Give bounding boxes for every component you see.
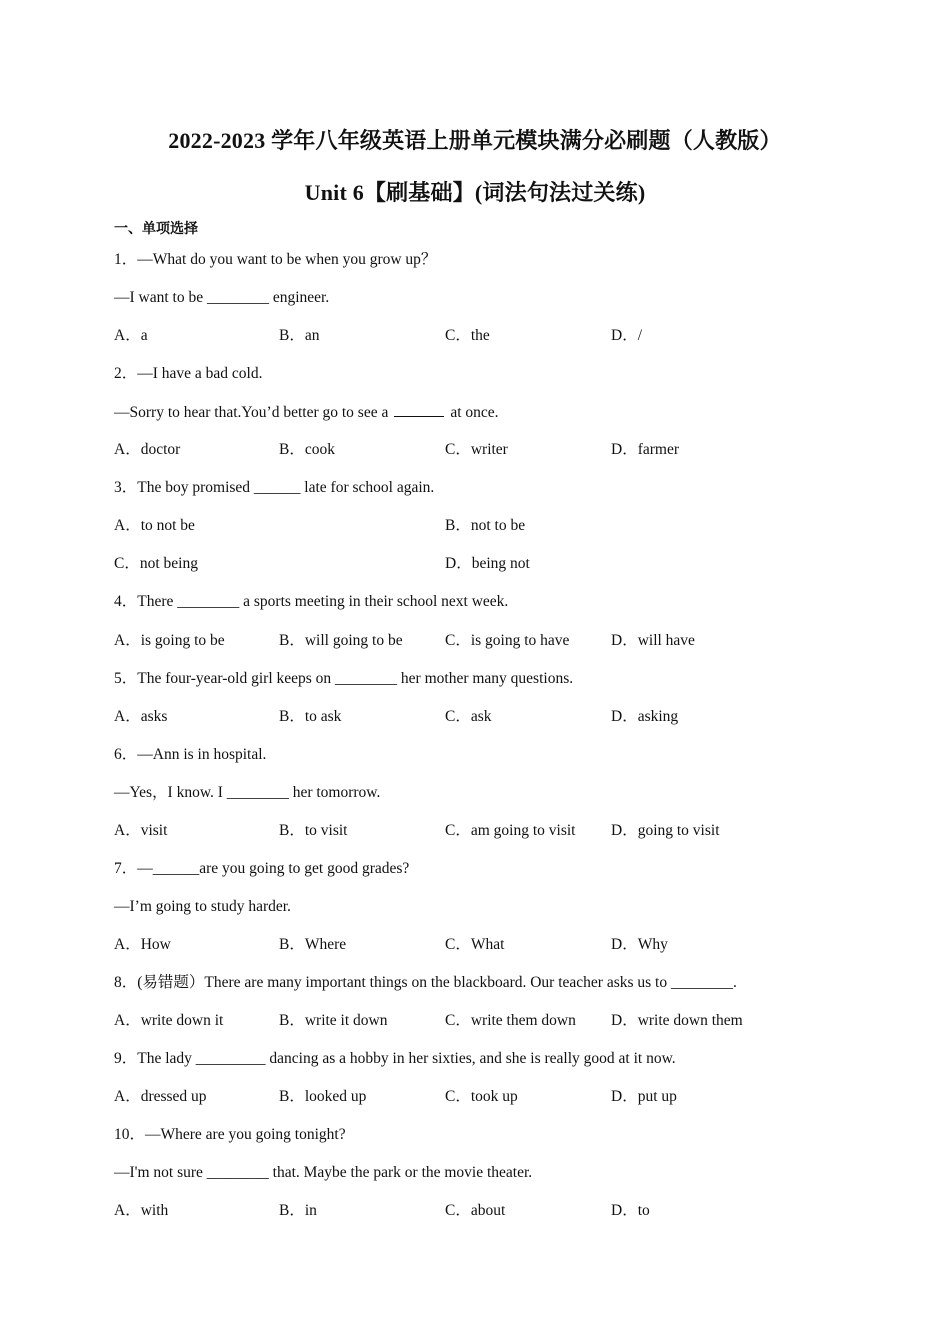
document-subtitle: Unit 6【刷基础】(词法句法过关练) — [304, 180, 646, 205]
question-2-response-end: at once. — [450, 404, 499, 421]
question-8-stem: 8．(易错题）There are many important things on the blackboard. Our teacher asks us to ________. — [114, 974, 737, 991]
question-7-option-b: B．Where — [279, 936, 347, 953]
question-10-option-c: C．about — [445, 1202, 506, 1219]
question-9-option-c: C．took up — [445, 1088, 518, 1105]
document-title: 2022-2023 学年八年级英语上册单元模块满分必刷题（人教版） — [168, 128, 782, 153]
question-6-option-d: D．going to visit — [611, 822, 720, 839]
question-1-stem: 1．—What do you want to be when you grow up？ — [114, 251, 437, 268]
question-7-stem: 7．—______are you going to get good grades? — [114, 860, 410, 877]
question-3-stem: 3．The boy promised ______ late for school again. — [114, 479, 435, 496]
question-9-stem: 9．The lady _________ dancing as a hobby in her sixties, and she is really good at it now. — [114, 1050, 676, 1067]
question-5-stem: 5．The four-year-old girl keeps on ________ her mother many questions. — [114, 670, 574, 687]
question-3-option-d: D．being not — [445, 555, 530, 572]
question-3-option-c: C．not being — [114, 555, 198, 572]
question-9-option-d: D．put up — [611, 1088, 677, 1105]
question-7-option-a: A．How — [114, 936, 171, 953]
question-4-stem: 4．There ________ a sports meeting in their school next week. — [114, 593, 509, 610]
question-1-option-d: D．/ — [611, 327, 643, 344]
question-10-stem: 10．—Where are you going tonight? — [114, 1126, 346, 1143]
question-2-option-d: D．farmer — [611, 441, 679, 458]
question-2-response-start: —Sorry to hear that.You’d better go to see a — [114, 404, 389, 421]
question-7-option-d: D．Why — [611, 936, 668, 953]
question-10-option-b: B．in — [279, 1202, 317, 1219]
question-8-option-a: A．write down it — [114, 1012, 224, 1029]
question-2-option-b: B．cook — [279, 441, 335, 458]
section-heading: 一、单项选择 — [114, 221, 198, 237]
question-2-response — [114, 402, 499, 423]
question-2-stem: 2．—I have a bad cold. — [114, 365, 263, 382]
question-4-option-d: D．will have — [611, 632, 695, 649]
question-1-option-a: A．a — [114, 327, 148, 344]
question-4-option-b: B．will going to be — [279, 632, 403, 649]
question-7-response: —I’m going to study harder. — [114, 898, 291, 915]
question-6-response: —Yes，I know. I ________ her tomorrow. — [114, 784, 381, 801]
question-1-option-b: B．an — [279, 327, 320, 344]
question-5-option-c: C．ask — [445, 708, 492, 725]
question-5-option-b: B．to ask — [279, 708, 342, 725]
question-6-stem: 6．—Ann is in hospital. — [114, 746, 267, 763]
question-7-option-c: C．What — [445, 936, 505, 953]
question-6-option-b: B．to visit — [279, 822, 348, 839]
question-2-option-a: A．doctor — [114, 441, 181, 458]
question-5-option-a: A．asks — [114, 708, 168, 725]
question-4-option-a: A．is going to be — [114, 632, 225, 649]
question-8-option-b: B．write it down — [279, 1012, 388, 1029]
question-2-option-c: C．writer — [445, 441, 508, 458]
question-8-option-c: C．write them down — [445, 1012, 576, 1029]
question-1-option-c: C．the — [445, 327, 490, 344]
question-3-option-a: A．to not be — [114, 517, 195, 534]
question-9-option-b: B．looked up — [279, 1088, 367, 1105]
question-10-response: —I'm not sure ________ that. Maybe the park or the movie theater. — [114, 1164, 533, 1181]
answer-blank — [394, 402, 444, 417]
question-6-option-a: A．visit — [114, 822, 168, 839]
question-6-option-c: C．am going to visit — [445, 822, 576, 839]
question-9-option-a: A．dressed up — [114, 1088, 207, 1105]
question-10-option-d: D．to — [611, 1202, 650, 1219]
question-8-option-d: D．write down them — [611, 1012, 743, 1029]
question-3-option-b: B．not to be — [445, 517, 526, 534]
question-1-response: —I want to be ________ engineer. — [114, 289, 330, 306]
question-5-option-d: D．asking — [611, 708, 679, 725]
question-4-option-c: C．is going to have — [445, 632, 570, 649]
question-10-option-a: A．with — [114, 1202, 169, 1219]
